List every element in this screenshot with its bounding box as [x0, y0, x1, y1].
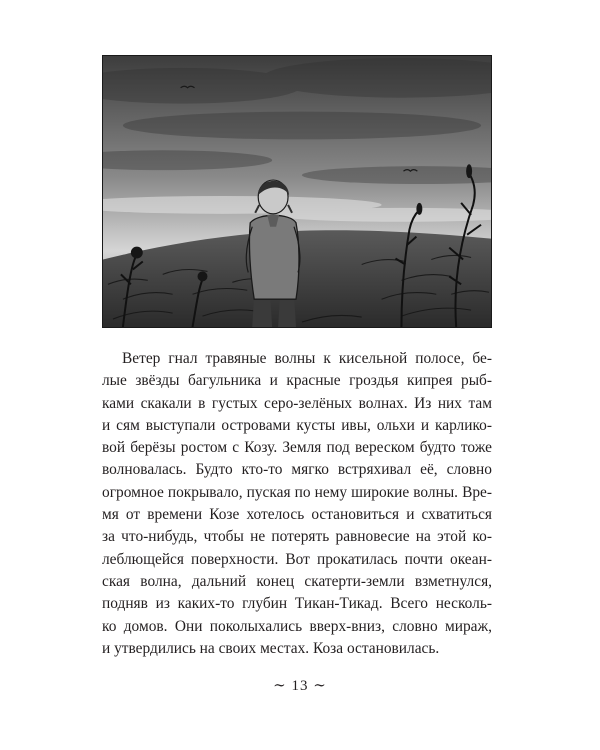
book-illustration — [102, 55, 492, 328]
body-text — [102, 348, 492, 660]
text-line: за что-нибудь, чтобы не потерять равновесие на этой ко- — [102, 528, 492, 546]
text-line: ками скакали в густых серо-зелёных волнах. Из них там — [102, 394, 492, 412]
text-line: Ветер гнал травяные волны к кисельной полосе, бе- — [122, 350, 492, 367]
illustration-drawing — [103, 56, 491, 327]
text-line: ская волна, дальний конец скатерти-земли взметнулся, — [102, 572, 492, 590]
text-line: ко домов. Они поколыхались вверх-вниз, словно мираж, — [102, 617, 492, 635]
text-line: подняв из каких-то глубин Тикан-Тикад. Всего несколь- — [102, 595, 492, 613]
text-line: мя от времени Козе хотелось остановиться и схватиться — [102, 506, 492, 524]
text-line: вой берёзы ростом с Козу. Земля под вереском будто тоже — [102, 439, 492, 457]
text-line: леблющейся поверхности. Вот прокатилась почти океан- — [102, 550, 492, 568]
text-line: лые звёзды багульника и красные гроздья кипрея рыб- — [102, 372, 492, 390]
text-line: огромное покрывало, пуская по нему широкие волны. Вре- — [102, 483, 492, 501]
page-number: ∼ 13 ∼ — [273, 678, 327, 694]
text-line: и утвердились на своих местах. Коза остановилась. — [102, 639, 440, 657]
text-line: волновалась. Будто кто-то мягко встряхивал её, словно — [102, 461, 492, 479]
text-line: и сям выступали островами кусты ивы, ольхи и карлико- — [102, 416, 492, 434]
